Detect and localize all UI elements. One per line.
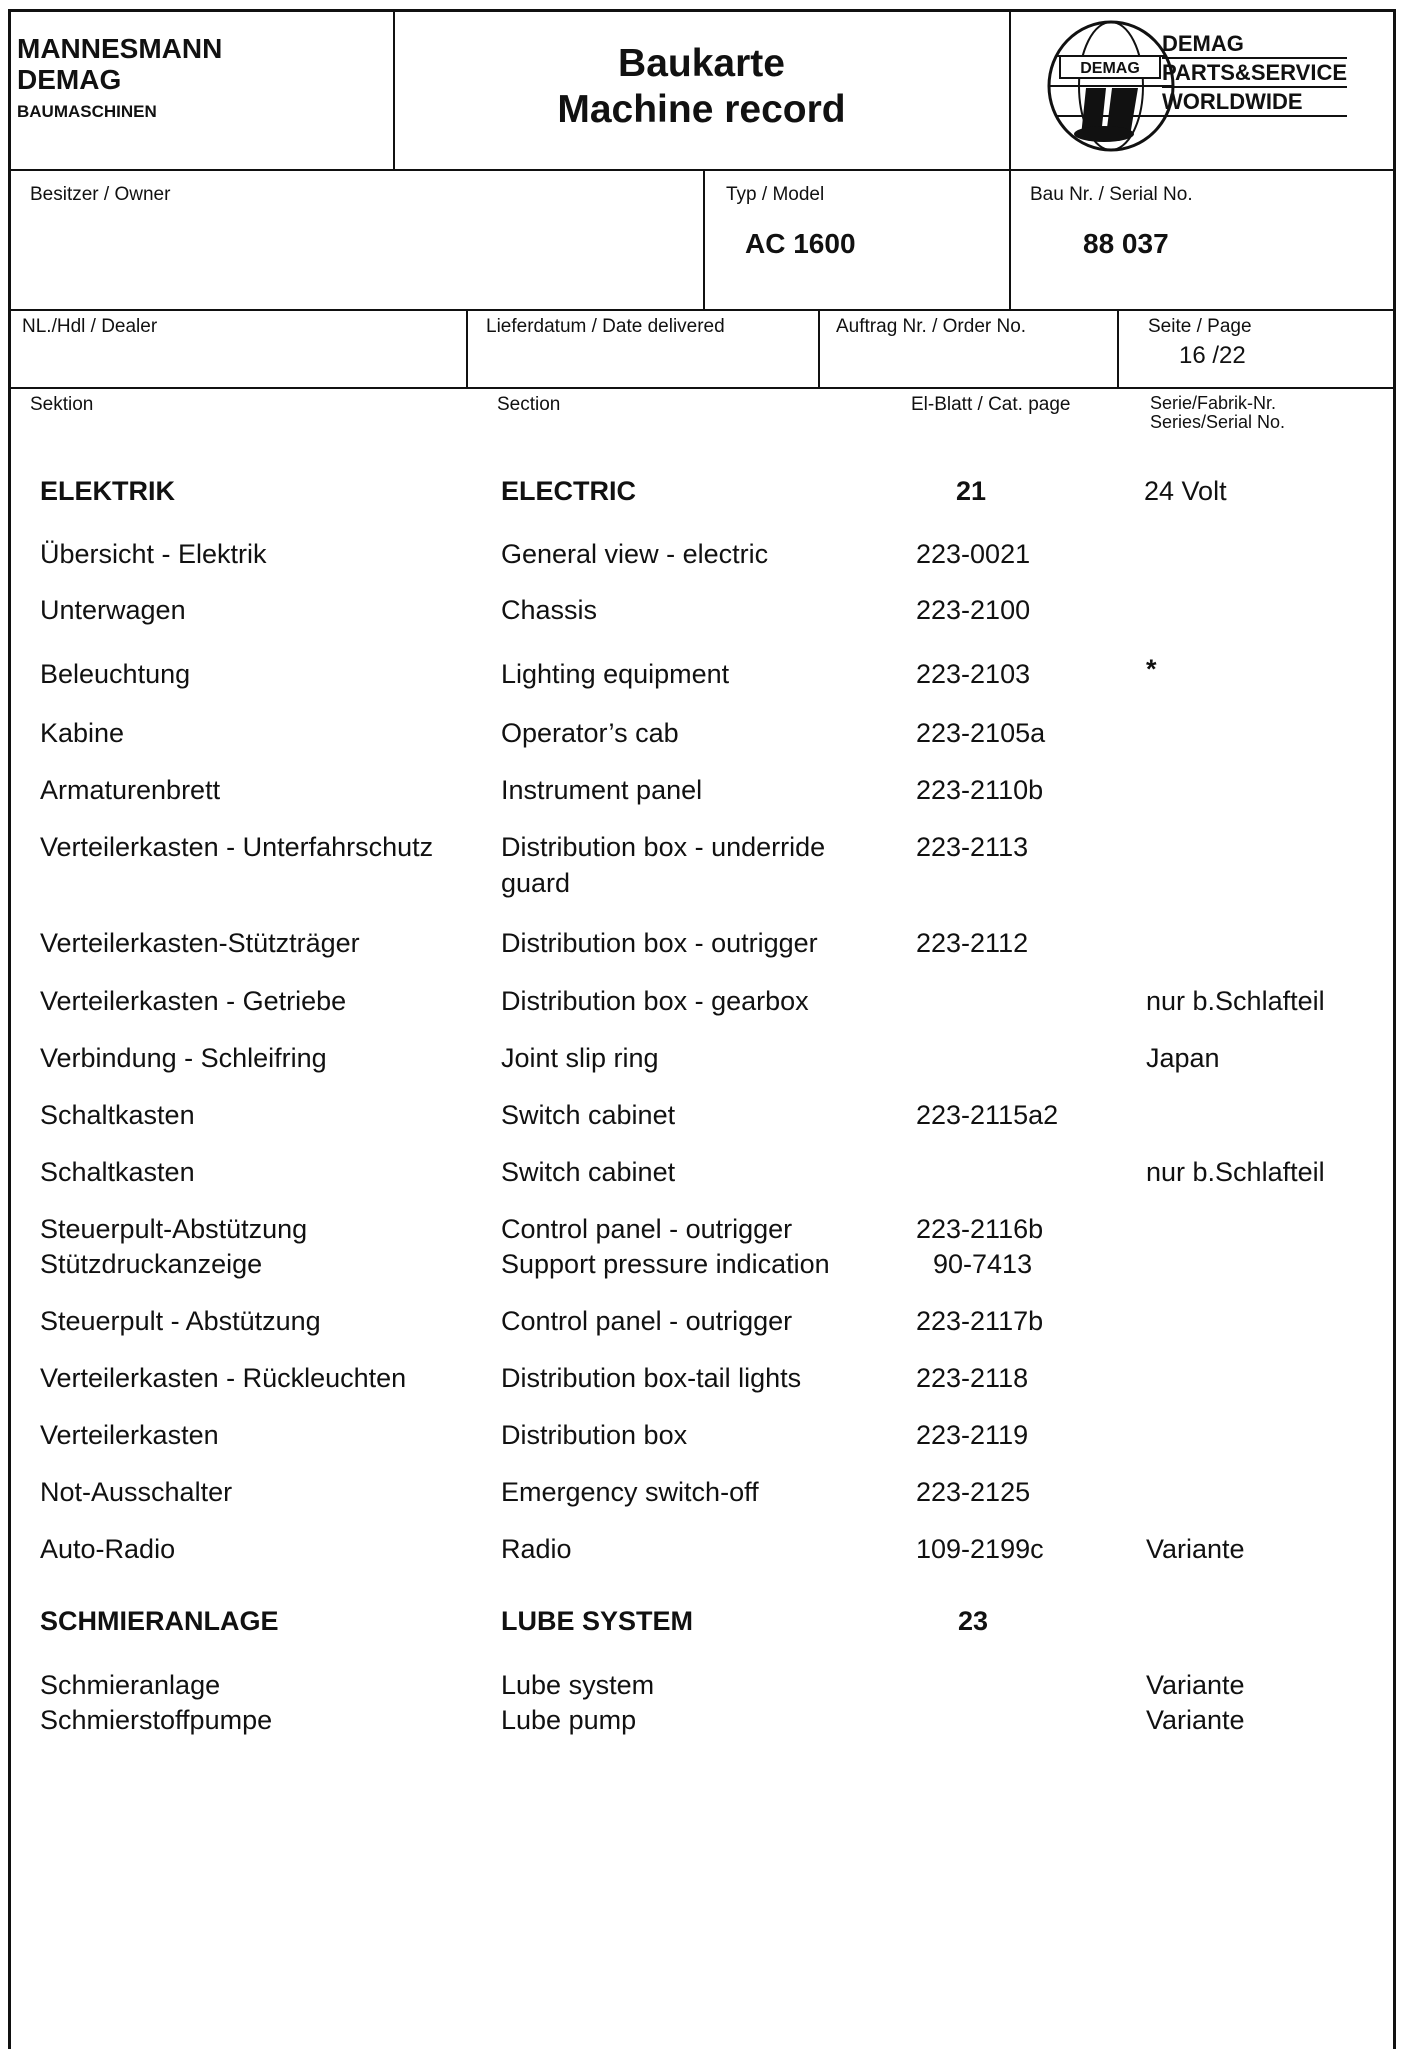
table-row-de: Verteilerkasten - Rückleuchten bbox=[40, 1363, 407, 1393]
table-row-de: Beleuchtung bbox=[40, 659, 191, 689]
table-row-cat: 223-2110b bbox=[916, 775, 1044, 805]
table-row-en: Instrument panel bbox=[501, 775, 703, 805]
table-row-de: Steuerpult - Abstützung bbox=[40, 1306, 321, 1336]
section-heading-en: LUBE SYSTEM bbox=[501, 1606, 694, 1636]
logo-line-1: DEMAG bbox=[1162, 31, 1244, 56]
company-name-line2: DEMAG bbox=[17, 64, 122, 95]
table-row-en: Distribution box bbox=[501, 1420, 688, 1450]
table-row-de: Verteilerkasten - Unterfahrschutz bbox=[40, 832, 434, 862]
table-row-de-cont: Schmierstoffpumpe bbox=[40, 1705, 273, 1735]
table-row-en: General view - electric bbox=[501, 539, 769, 569]
table-row-de: Unterwagen bbox=[40, 595, 186, 625]
title-en: Machine record bbox=[557, 88, 846, 131]
page-label: Seite / Page bbox=[1148, 316, 1252, 337]
col-cat-page: El-Blatt / Cat. page bbox=[911, 394, 1071, 415]
table-row-cat: 223-2119 bbox=[916, 1420, 1029, 1450]
table-row-note: Japan bbox=[1146, 1043, 1220, 1073]
order-label: Auftrag Nr. / Order No. bbox=[836, 316, 1027, 337]
table-row-en: Control panel - outrigger bbox=[501, 1306, 793, 1336]
table-row-de: Übersicht - Elektrik bbox=[40, 539, 267, 569]
col-serial-line1: Serie/Fabrik-Nr. bbox=[1150, 393, 1277, 413]
section-heading-de: ELEKTRIK bbox=[40, 476, 175, 506]
section-heading-de: SCHMIERANLAGE bbox=[40, 1606, 279, 1636]
section-heading-cat: 23 bbox=[958, 1606, 989, 1636]
table-row-note: Variante bbox=[1146, 1534, 1245, 1564]
section-heading-en: ELECTRIC bbox=[501, 476, 636, 506]
table-row-en-cont: Support pressure indication bbox=[501, 1249, 830, 1279]
table-row-cat: 223-2103 bbox=[916, 659, 1031, 689]
col-section: Section bbox=[497, 394, 561, 415]
machine-record-sheet bbox=[8, 9, 1396, 2049]
table-row-note: nur b.Schlafteil bbox=[1146, 986, 1325, 1016]
table-row-en: Control panel - outrigger bbox=[501, 1214, 793, 1244]
company-block bbox=[17, 33, 222, 122]
table-row-en: Distribution box - gearbox bbox=[501, 986, 809, 1016]
table-row-cat: 223-2100 bbox=[916, 595, 1031, 625]
logo-line-3: WORLDWIDE bbox=[1162, 88, 1347, 117]
table-row-de: Schaltkasten bbox=[40, 1100, 195, 1130]
table-row-en-cont: guard bbox=[501, 868, 571, 898]
table-row-cat: 223-2116b bbox=[916, 1214, 1044, 1244]
globe-logo-icon bbox=[1046, 16, 1176, 161]
table-row-en: Lighting equipment bbox=[501, 659, 730, 689]
table-row-note-cont: Variante bbox=[1146, 1705, 1245, 1735]
logo-line-2: PARTS&SERVICE bbox=[1162, 57, 1347, 88]
demag-logo bbox=[1046, 16, 1386, 161]
table-row-en: Switch cabinet bbox=[501, 1100, 676, 1130]
table-row-cat: 223-2117b bbox=[916, 1306, 1044, 1336]
title-de: Baukarte bbox=[618, 42, 785, 85]
table-row-cat: 223-2118 bbox=[916, 1363, 1029, 1393]
table-row-de-cont: Stützdruckanzeige bbox=[40, 1249, 263, 1279]
table-row-en: Joint slip ring bbox=[501, 1043, 659, 1073]
table-row-cat: 223-2113 bbox=[916, 832, 1029, 862]
dealer-label: NL./Hdl / Dealer bbox=[22, 316, 158, 337]
table-row-cat: 223-2112 bbox=[916, 928, 1029, 958]
model-value: AC 1600 bbox=[745, 228, 856, 259]
table-row-en: Distribution box - underride bbox=[501, 832, 826, 862]
table-row-de: Schaltkasten bbox=[40, 1157, 195, 1187]
serial-value: 88 037 bbox=[1083, 228, 1169, 259]
table-row-en: Lube system bbox=[501, 1670, 655, 1700]
logo-text-block bbox=[1162, 30, 1347, 117]
table-row-en-cont: Lube pump bbox=[501, 1705, 637, 1735]
table-row-de: Verteilerkasten-Stützträger bbox=[40, 928, 360, 958]
table-row-de: Armaturenbrett bbox=[40, 775, 221, 805]
table-row-cat: 109-2199c bbox=[916, 1534, 1044, 1564]
table-row-cat: 223-2115a2 bbox=[916, 1100, 1059, 1130]
svg-text:DEMAG: DEMAG bbox=[1080, 60, 1140, 77]
table-row-note: * bbox=[1146, 654, 1157, 684]
table-row-en: Chassis bbox=[501, 595, 598, 625]
model-label: Typ / Model bbox=[726, 184, 825, 205]
page-value: 16 /22 bbox=[1179, 342, 1246, 369]
table-row-en: Distribution box - outrigger bbox=[501, 928, 818, 958]
table-row-cat: 223-2125 bbox=[916, 1477, 1031, 1507]
delivered-label: Lieferdatum / Date delivered bbox=[486, 316, 725, 337]
table-row-de: Verbindung - Schleifring bbox=[40, 1043, 327, 1073]
table-row-de: Not-Ausschalter bbox=[40, 1477, 233, 1507]
table-row-de: Steuerpult-Abstützung bbox=[40, 1214, 308, 1244]
owner-label: Besitzer / Owner bbox=[30, 184, 171, 205]
table-row-note: nur b.Schlafteil bbox=[1146, 1157, 1325, 1187]
col-sektion: Sektion bbox=[30, 394, 94, 415]
col-serial bbox=[1150, 394, 1285, 432]
section-heading-note: 24 Volt bbox=[1144, 476, 1227, 506]
table-row-de: Verteilerkasten bbox=[40, 1420, 219, 1450]
table-row-en: Operator’s cab bbox=[501, 718, 679, 748]
table-row-cat: 223-2105a bbox=[916, 718, 1046, 748]
table-row-note: Variante bbox=[1146, 1670, 1245, 1700]
table-row-de: Kabine bbox=[40, 718, 125, 748]
table-row-cat: 223-0021 bbox=[916, 539, 1031, 569]
table-row-en: Switch cabinet bbox=[501, 1157, 676, 1187]
table-row-de: Schmieranlage bbox=[40, 1670, 221, 1700]
table-row-en: Distribution box-tail lights bbox=[501, 1363, 802, 1393]
table-row-cat-cont: 90-7413 bbox=[933, 1249, 1033, 1279]
company-name-line1: MANNESMANN bbox=[17, 33, 223, 64]
table-row-de: Auto-Radio bbox=[40, 1534, 176, 1564]
page-title bbox=[395, 41, 1008, 133]
section-heading-cat: 21 bbox=[956, 476, 987, 506]
serial-label: Bau Nr. / Serial No. bbox=[1030, 184, 1193, 205]
company-division: BAUMASCHINEN bbox=[17, 102, 157, 121]
table-row-en: Emergency switch-off bbox=[501, 1477, 759, 1507]
table-row-en: Radio bbox=[501, 1534, 572, 1564]
col-serial-line2: Series/Serial No. bbox=[1150, 412, 1286, 432]
table-row-de: Verteilerkasten - Getriebe bbox=[40, 986, 347, 1016]
